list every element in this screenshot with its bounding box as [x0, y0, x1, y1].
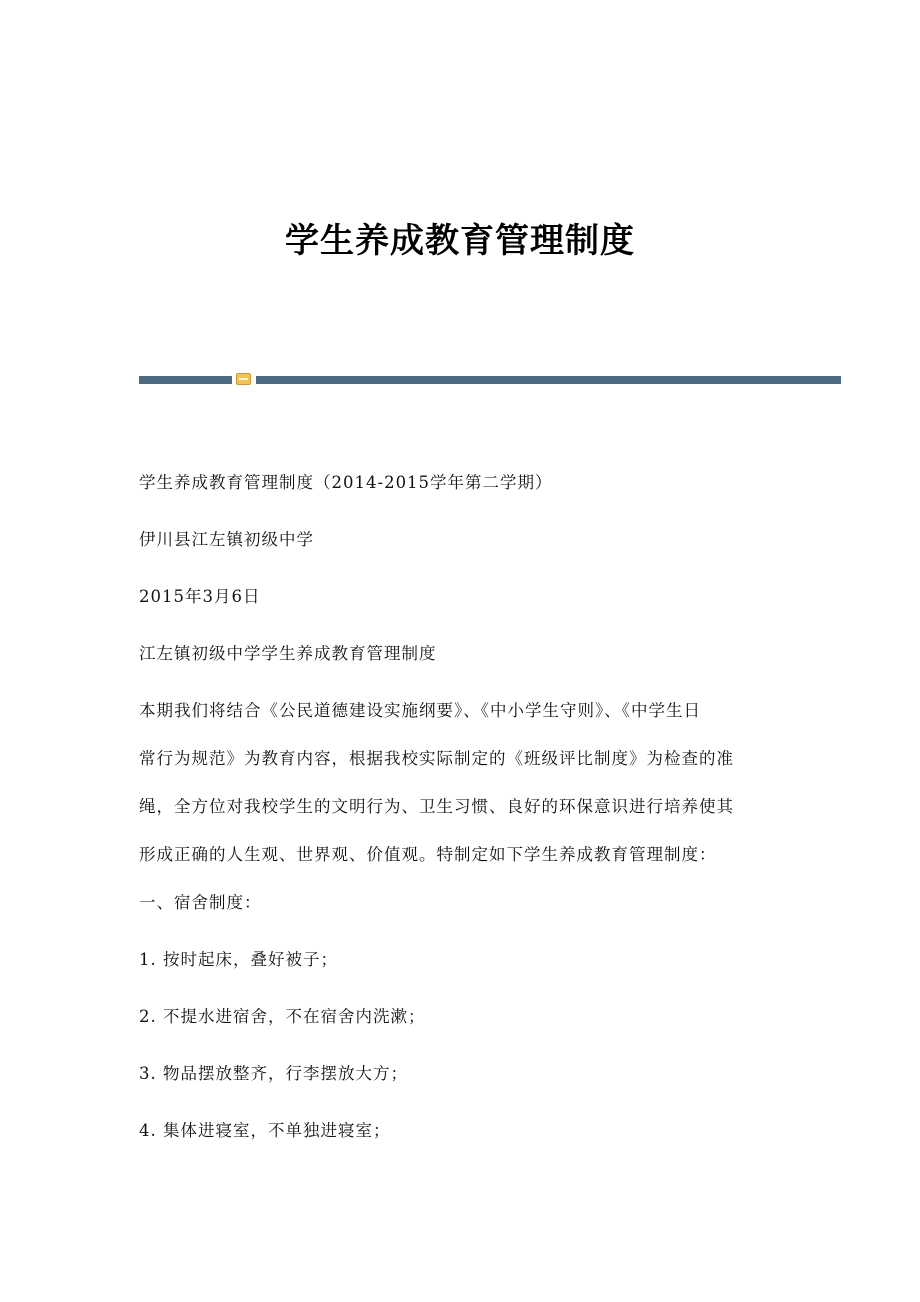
page-title: 学生养成教育管理制度 [285, 221, 635, 261]
intro-line: 本期我们将结合《公民道德建设实施纲要》、《中小学生守则》、《中学生日 [139, 701, 701, 720]
section-heading-dormitory: 一、宿舍制度： [139, 893, 262, 912]
document-date: 2015年3月6日 [139, 587, 261, 606]
rule-item: 1. 按时起床，叠好被子； [139, 950, 338, 969]
school-name: 伊川县江左镇初级中学 [139, 530, 314, 549]
rule-item: 3. 物品摆放整齐，行李摆放大方； [139, 1064, 408, 1083]
intro-line: 常行为规范》为教育内容，根据我校实际制定的《班级评比制度》为检查的准 [139, 749, 734, 768]
document-body [139, 468, 779, 1173]
rule-item: 2. 不提水进宿舍，不在宿舍内洗漱； [139, 1007, 426, 1026]
document-subtitle: 江左镇初级中学学生养成教育管理制度 [139, 644, 437, 663]
divider-ornament-icon [236, 373, 251, 385]
intro-line: 绳，全方位对我校学生的文明行为、卫生习惯、良好的环保意识进行培养使其 [139, 797, 734, 816]
rule-item: 4. 集体进寝室，不单独进寝室； [139, 1121, 391, 1140]
title-divider [139, 370, 841, 386]
intro-line: 形成正确的人生观、世界观、价值观。特制定如下学生养成教育管理制度： [139, 845, 717, 864]
divider-bar-left [139, 376, 232, 384]
divider-bar-right [256, 376, 841, 384]
intro-paragraph [139, 696, 779, 869]
heading-line: 学生养成教育管理制度（2014-2015学年第二学期） [139, 473, 553, 492]
